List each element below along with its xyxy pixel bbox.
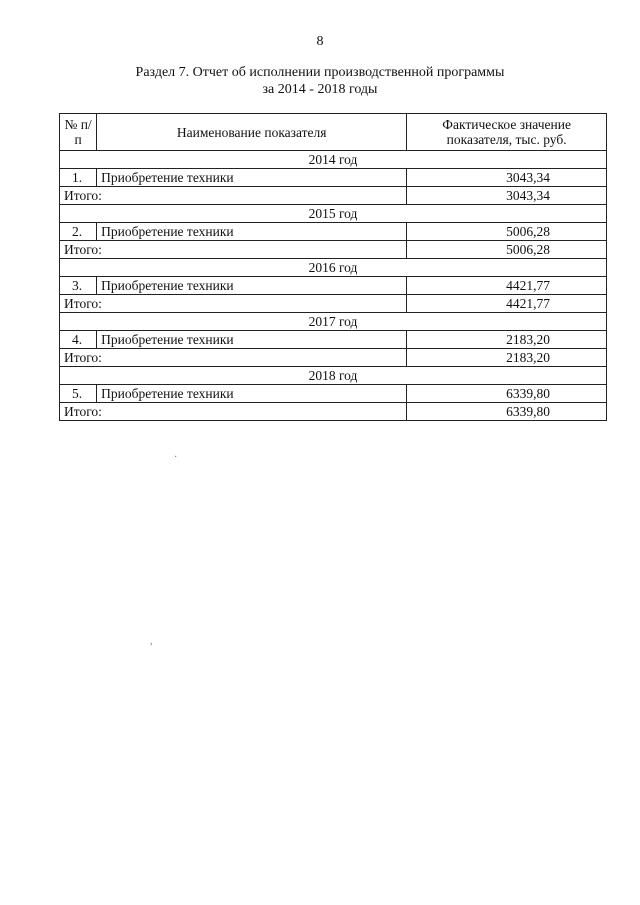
total-value: 6339,80 <box>407 403 607 421</box>
total-label: Итого: <box>60 295 407 313</box>
row-value: 2183,20 <box>407 331 607 349</box>
table-row <box>60 169 607 187</box>
total-value: 5006,28 <box>407 241 607 259</box>
table-header-row <box>60 114 607 151</box>
total-row <box>60 403 607 421</box>
row-name: Приобретение техники <box>97 277 407 295</box>
row-name: Приобретение техники <box>97 223 407 241</box>
row-value: 5006,28 <box>407 223 607 241</box>
year-row <box>60 367 607 385</box>
report-table <box>59 113 607 421</box>
total-row <box>60 349 607 367</box>
row-name: Приобретение техники <box>97 385 407 403</box>
page-number: 8 <box>316 34 324 49</box>
header-num: № п/п <box>60 114 97 151</box>
header-name: Наименование показателя <box>97 114 407 151</box>
row-name: Приобретение техники <box>97 331 407 349</box>
year-label: 2014 год <box>60 151 607 169</box>
section-title-line2: за 2014 - 2018 годы <box>262 82 378 97</box>
total-label: Итого: <box>60 349 407 367</box>
row-num: 1. <box>60 169 97 187</box>
header-value: Фактическое значение показателя, тыс. руб. <box>407 114 607 151</box>
total-row <box>60 187 607 205</box>
row-name: Приобретение техники <box>97 169 407 187</box>
total-value: 3043,34 <box>407 187 607 205</box>
table-row <box>60 223 607 241</box>
section-title <box>0 64 640 98</box>
total-row <box>60 241 607 259</box>
table-row <box>60 385 607 403</box>
total-label: Итого: <box>60 241 407 259</box>
table-row <box>60 331 607 349</box>
row-num: 2. <box>60 223 97 241</box>
total-label: Итого: <box>60 187 407 205</box>
row-num: 4. <box>60 331 97 349</box>
year-row <box>60 259 607 277</box>
row-value: 6339,80 <box>407 385 607 403</box>
year-row <box>60 313 607 331</box>
row-value: 3043,34 <box>407 169 607 187</box>
total-label: Итого: <box>60 403 407 421</box>
total-value: 4421,77 <box>407 295 607 313</box>
row-value: 4421,77 <box>407 277 607 295</box>
year-label: 2017 год <box>60 313 607 331</box>
total-row <box>60 295 607 313</box>
table-row <box>60 277 607 295</box>
scan-speck: · <box>174 452 178 463</box>
year-row <box>60 151 607 169</box>
year-label: 2018 год <box>60 367 607 385</box>
year-label: 2015 год <box>60 205 607 223</box>
row-num: 3. <box>60 277 97 295</box>
section-title-line1: Раздел 7. Отчет об исполнении производственной программы <box>135 65 505 80</box>
total-value: 2183,20 <box>407 349 607 367</box>
year-label: 2016 год <box>60 259 607 277</box>
row-num: 5. <box>60 385 97 403</box>
year-row <box>60 205 607 223</box>
scan-speck: , <box>150 636 153 647</box>
